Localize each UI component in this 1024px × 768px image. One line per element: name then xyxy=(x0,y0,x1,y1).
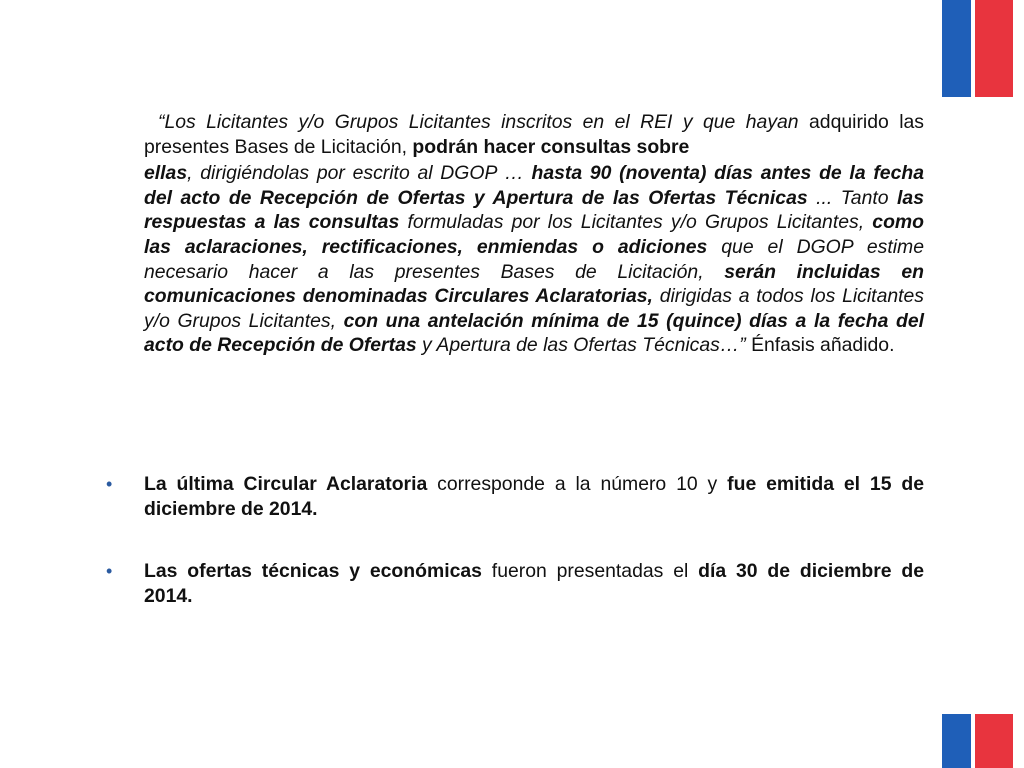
flag-blue-stripe xyxy=(942,714,971,768)
text-segment: adquirido las presentes Bases de Licitación, xyxy=(144,111,924,158)
text-segment: podrán hacer consultas sobre xyxy=(412,135,690,158)
text-segment: Las ofertas técnicas y económicas xyxy=(144,560,482,583)
text-segment: con una antelación mínima de 15 (quince) días a la fecha del acto de Recepción de Ofertas xyxy=(144,309,924,357)
bullet-list xyxy=(106,472,924,608)
text-segment: La última Circular Aclaratoria xyxy=(144,473,428,495)
text-segment: “Los Licitantes y/o Grupos Licitantes inscritos en el REI y que hayan xyxy=(158,111,799,133)
text-segment: serán incluidas en comunicaciones denominadas Circulares Aclaratorias, xyxy=(144,260,924,308)
flag-decoration-top xyxy=(942,0,1024,97)
bullet-item-circular xyxy=(106,472,924,521)
text-segment: que el DGOP estime necesario hacer a las presentes Bases de Licitación, xyxy=(144,235,924,283)
text-segment: Énfasis añadido. xyxy=(751,334,895,357)
text-segment: hasta 90 (noventa) días antes de la fecha del acto de Recepción de Ofertas y Apertura de las Ofertas Técnicas xyxy=(144,162,924,209)
text-segment: , dirigiéndolas por escrito al DGOP … xyxy=(187,162,532,185)
bullet-item-ofertas xyxy=(106,559,924,608)
flag-red-stripe xyxy=(975,0,1013,97)
quote-line-1 xyxy=(144,110,924,159)
flag-decoration-bottom xyxy=(942,714,1024,768)
text-segment: ellas xyxy=(144,162,188,185)
text-segment: corresponde a la número 10 y xyxy=(427,473,728,495)
text-segment: dirigidas a todos los Licitantes y/o Grupos Licitantes, xyxy=(144,285,924,332)
text-segment: y Apertura de las Ofertas Técnicas…” xyxy=(416,334,752,357)
text-segment: fue emitida el 15 de diciembre de 2014. xyxy=(144,473,925,520)
text-segment: formuladas por los Licitantes y/o Grupos Licitantes, xyxy=(399,211,873,234)
bullet-dot-icon: • xyxy=(106,474,113,494)
text-segment: ... Tanto xyxy=(807,186,898,209)
text-segment: día 30 de diciembre de 2014. xyxy=(144,560,924,607)
quoted-bases-text xyxy=(144,110,924,358)
bullet-dot-icon: • xyxy=(106,561,113,582)
text-segment: las respuestas a las consultas xyxy=(144,186,924,234)
text-segment: como las aclaraciones, rectificaciones, enmiendas o adiciones xyxy=(144,211,924,258)
text-segment: fueron presentadas el xyxy=(481,560,699,583)
flag-blue-stripe xyxy=(942,0,971,97)
flag-red-stripe xyxy=(975,714,1013,768)
quote-body xyxy=(144,161,924,358)
